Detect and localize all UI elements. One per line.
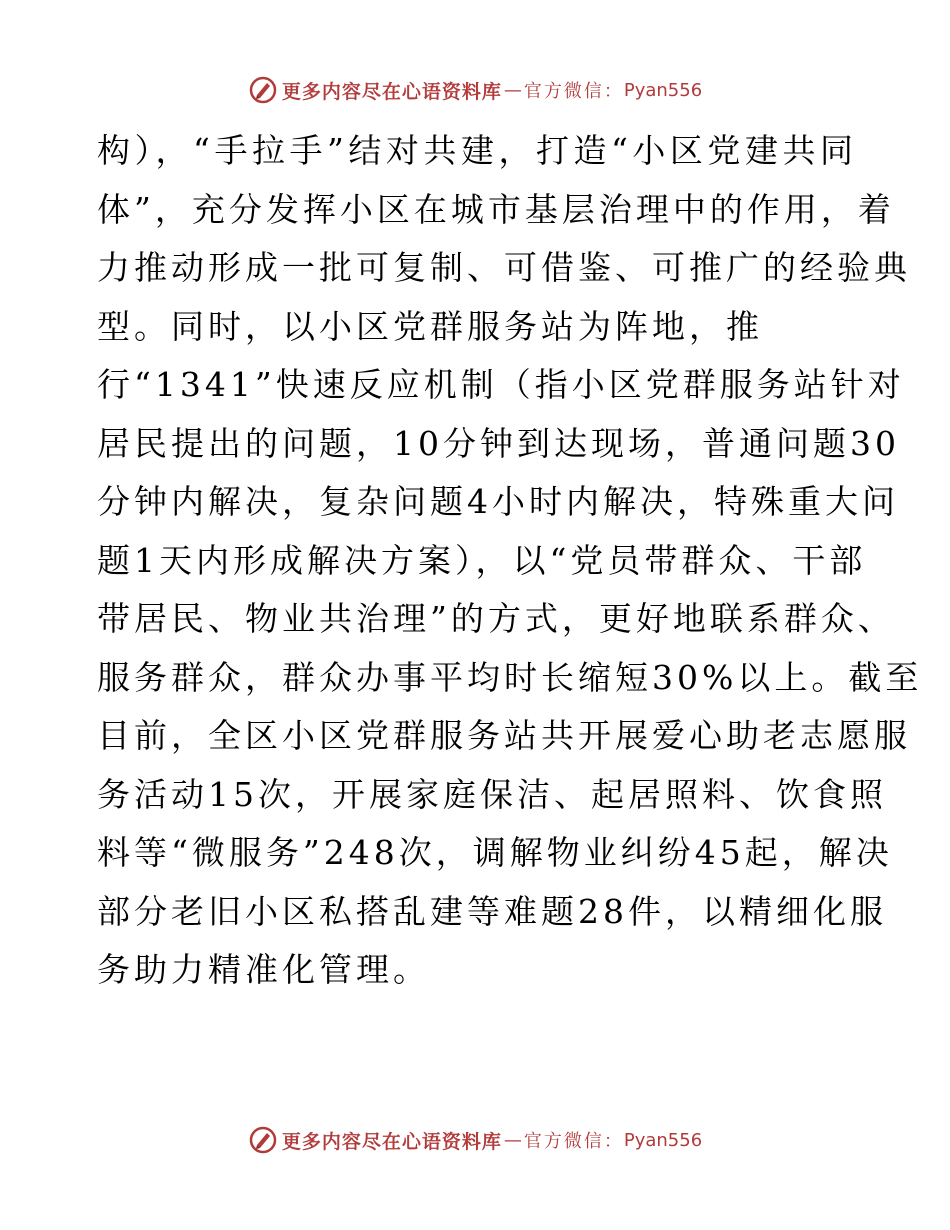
body-line-13: 料等“微服务”248次，调解物业纠纷45起，解决 bbox=[97, 833, 893, 872]
body-line-11: 目前，全区小区党群服务站共开展爱心助老志愿服 bbox=[97, 716, 911, 755]
footer-brand-text: 更多内容尽在心语资料库 bbox=[281, 1130, 502, 1153]
footer-wechat-label: 官方微信： bbox=[523, 1131, 624, 1152]
body-line-1: 构），“手拉手”结对共建，打造“小区党建共同 bbox=[97, 131, 857, 170]
header-wechat-id: Pyan556 bbox=[623, 79, 703, 101]
document-body bbox=[97, 122, 923, 1000]
body-line-3: 力推动形成一批可复制、可借鉴、可推广的经验典 bbox=[97, 248, 911, 287]
body-line-5: 行“1341”快速反应机制（指小区党群服务站针对 bbox=[97, 365, 905, 404]
body-line-4: 型。同时，以小区党群服务站为阵地，推 bbox=[97, 306, 763, 346]
footer-banner bbox=[0, 1120, 950, 1160]
footer-separator: — bbox=[503, 1129, 522, 1151]
body-line-9: 带居民、物业共治理”的方式，更好地联系群众、 bbox=[97, 599, 895, 638]
brand-logo-icon bbox=[248, 1125, 278, 1155]
header-banner bbox=[0, 70, 950, 110]
footer-wechat-id: Pyan556 bbox=[623, 1129, 703, 1151]
body-line-8: 题1天内形成解决方案），以“党员带群众、干部 bbox=[97, 540, 867, 580]
body-line-2: 体”，充分发挥小区在城市基层治理中的作用，着 bbox=[97, 189, 895, 229]
body-line-10: 服务群众，群众办事平均时长缩短30%以上。截至 bbox=[97, 657, 923, 697]
body-line-15: 务助力精准化管理。 bbox=[97, 950, 430, 989]
body-line-14: 部分老旧小区私搭乱建等难题28件，以精细化服 bbox=[97, 891, 887, 931]
body-line-12: 务活动15次，开展家庭保洁、起居照料、饮食照 bbox=[97, 774, 887, 814]
body-line-6: 居民提出的问题，10分钟到达现场，普通问题30 bbox=[97, 423, 900, 463]
brand-logo-icon bbox=[248, 75, 278, 105]
header-separator: — bbox=[503, 79, 522, 101]
header-brand-text: 更多内容尽在心语资料库 bbox=[281, 80, 502, 103]
body-line-7: 分钟内解决，复杂问题4小时内解决，特殊重大问 bbox=[97, 482, 899, 521]
header-wechat-label: 官方微信： bbox=[523, 81, 624, 102]
